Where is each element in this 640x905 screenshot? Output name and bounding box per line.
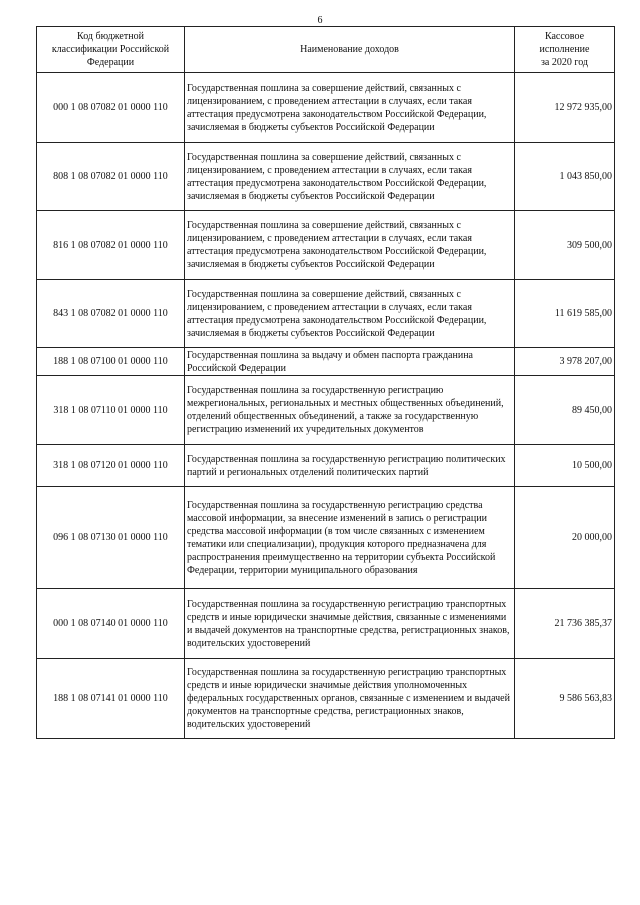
row-amount: 10 500,00 xyxy=(515,445,615,487)
table-row xyxy=(37,589,615,659)
row-name: Государственная пошлина за совершение действий, связанных с лицензированием, с проведением аттестации в случаях, если такая аттестация предусмотрена законодательством Российской Федерации, зачисляемая в бюджеты субъектов Российской Федерации xyxy=(185,280,515,348)
table-row xyxy=(37,73,615,143)
table-row xyxy=(37,376,615,445)
row-amount: 20 000,00 xyxy=(515,487,615,589)
header-code-line: Код бюджетной xyxy=(77,31,144,42)
table-header-row xyxy=(37,27,615,73)
row-name: Государственная пошлина за совершение действий, связанных с лицензированием, с проведением аттестации в случаях, если такая аттестация предусмотрена законодательством Российской Федерации, зачисляемая в бюджеты субъектов Российской Федерации xyxy=(185,143,515,211)
row-name: Государственная пошлина за государственную регистрацию средства массовой информации, за внесение изменений в запись о регистрации средства массовой информации (в том числе связанных с изменением тематики или специализации), продукция которого предназначена для распространения преимущественно на территории субъекта Российской Федерации, территории муниципального образования xyxy=(185,487,515,589)
page-number: 6 xyxy=(317,15,323,26)
row-code: 000 1 08 07140 01 0000 110 xyxy=(37,589,185,659)
row-amount: 89 450,00 xyxy=(515,376,615,445)
header-amount xyxy=(515,27,615,73)
row-amount: 21 736 385,37 xyxy=(515,589,615,659)
row-name: Государственная пошлина за государственную регистрацию межрегиональных, региональных и местных общественных объединений, отделений общественных объединений, а также за государственную регистрацию изменений их учредительных документов xyxy=(185,376,515,445)
row-code: 318 1 08 07110 01 0000 110 xyxy=(37,376,185,445)
row-amount: 1 043 850,00 xyxy=(515,143,615,211)
table-row xyxy=(37,659,615,739)
row-amount: 11 619 585,00 xyxy=(515,280,615,348)
row-amount: 3 978 207,00 xyxy=(515,348,615,376)
row-name: Государственная пошлина за государственную регистрацию транспортных средств и иные юридически значимые действия, связанные с изменениями и выдачей документов на транспортные средства, регистрационных знаков, водительских удостоверений xyxy=(185,589,515,659)
row-code: 808 1 08 07082 01 0000 110 xyxy=(37,143,185,211)
row-code: 000 1 08 07082 01 0000 110 xyxy=(37,73,185,143)
header-name: Наименование доходов xyxy=(185,27,515,73)
table-row xyxy=(37,487,615,589)
row-amount: 309 500,00 xyxy=(515,211,615,280)
row-name: Государственная пошлина за государственную регистрацию транспортных средств и иные юридически значимые действия уполномоченных федеральных государственных органов, связанные с изменением и выдачей документов на транспортные средства, регистрационных знаков, водительских удостоверений xyxy=(185,659,515,739)
row-code: 188 1 08 07100 01 0000 110 xyxy=(37,348,185,376)
row-name: Государственная пошлина за выдачу и обмен паспорта гражданина Российской Федерации xyxy=(185,348,515,376)
row-amount: 9 586 563,83 xyxy=(515,659,615,739)
row-code: 318 1 08 07120 01 0000 110 xyxy=(37,445,185,487)
table-row xyxy=(37,348,615,376)
row-code: 188 1 08 07141 01 0000 110 xyxy=(37,659,185,739)
table-row xyxy=(37,211,615,280)
table-row xyxy=(37,280,615,348)
row-amount: 12 972 935,00 xyxy=(515,73,615,143)
header-code xyxy=(37,27,185,73)
row-name: Государственная пошлина за совершение действий, связанных с лицензированием, с проведением аттестации в случаях, если такая аттестация предусмотрена законодательством Российской Федерации, зачисляемая в бюджеты субъектов Российской Федерации xyxy=(185,211,515,280)
row-code: 843 1 08 07082 01 0000 110 xyxy=(37,280,185,348)
header-code-line: Федерации xyxy=(86,57,135,68)
row-name: Государственная пошлина за совершение действий, связанных с лицензированием, с проведением аттестации в случаях, если такая аттестация предусмотрена законодательством Российской Федерации, зачисляемая в бюджеты субъектов Российской Федерации xyxy=(185,73,515,143)
header-amount-line: за 2020 год xyxy=(540,57,589,68)
table-row xyxy=(37,143,615,211)
header-amount-line: Кассовое xyxy=(544,31,585,42)
header-amount-line: исполнение xyxy=(539,44,590,55)
row-code: 096 1 08 07130 01 0000 110 xyxy=(37,487,185,589)
row-name: Государственная пошлина за государственную регистрацию политических партий и региональных отделений политических партий xyxy=(185,445,515,487)
table-row xyxy=(37,445,615,487)
revenue-table xyxy=(36,26,615,739)
row-code: 816 1 08 07082 01 0000 110 xyxy=(37,211,185,280)
header-code-line: классификации Российской xyxy=(51,44,170,55)
